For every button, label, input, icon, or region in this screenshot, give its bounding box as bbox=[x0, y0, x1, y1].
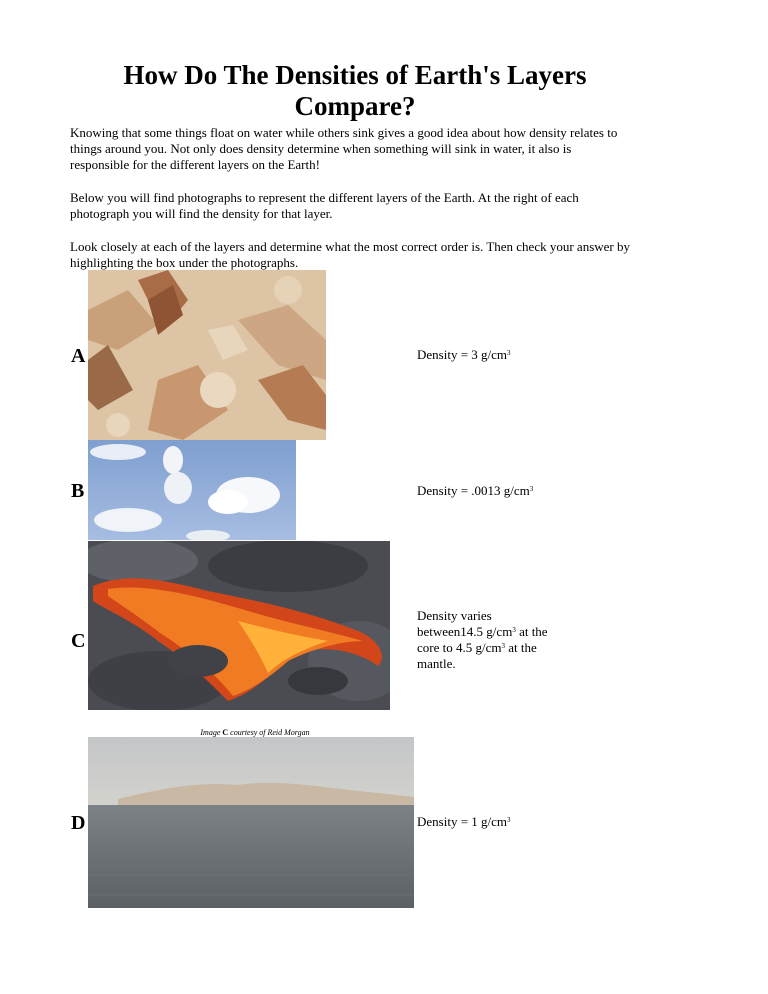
density-c: Density varies between14.5 $g/cm^3$ at the core to 4.5 $g/cm^3$ at the mantle. bbox=[417, 608, 548, 671]
instructions-paragraph: Look closely at each of the layers and determine what the most correct order is. Then check your answer by highlighting the box under the photographs. bbox=[70, 239, 630, 270]
lava-photo bbox=[88, 541, 390, 710]
page-title: How Do The Densities of Earth's Layers Compare? bbox=[123, 60, 587, 121]
layer-letter-d: D bbox=[71, 812, 86, 834]
layer-letter-b: B bbox=[71, 480, 85, 502]
image-credit-caption: Image C courtesy of Reid Morgan bbox=[200, 728, 310, 737]
density-a: Density = 3 $g/cm^3$ bbox=[417, 347, 511, 362]
intro-paragraph: Knowing that some things float on water while others sink gives a good idea about how density relates to things around you. Not only does density determine when something will sink in water, it also is responsible for the different layers on the Earth! bbox=[70, 125, 618, 172]
layer-letter-c: C bbox=[71, 630, 86, 652]
water-photo bbox=[88, 737, 414, 908]
clouds-photo bbox=[88, 440, 296, 540]
density-d: Density = 1 $g/cm^3$ bbox=[417, 814, 511, 829]
layer-letter-a: A bbox=[71, 345, 86, 367]
rock-photo bbox=[88, 270, 326, 440]
density-b: Density = .0013 $g/cm^3$ bbox=[417, 483, 534, 498]
photos-paragraph: Below you will find photographs to represent the different layers of the Earth. At the right of each photograph you will find the density for that layer. bbox=[70, 190, 579, 221]
